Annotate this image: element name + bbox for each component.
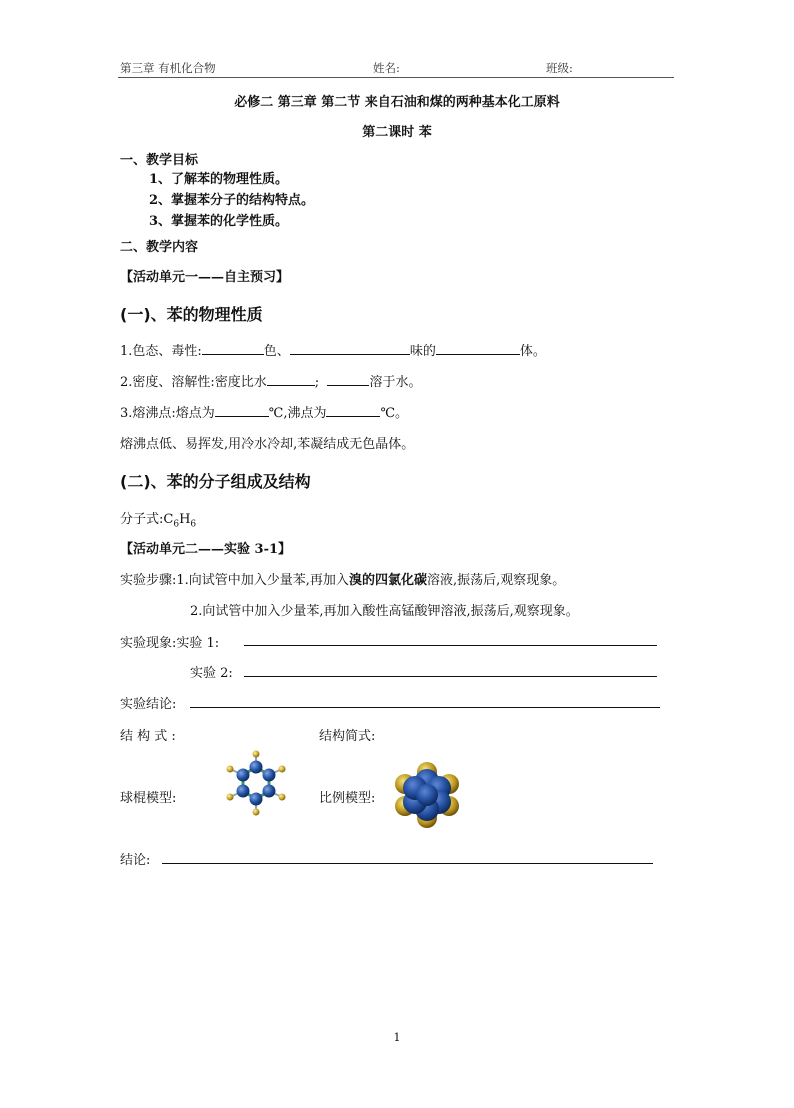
step-text: 溶液,振荡后,观察现象。 (426, 573, 566, 588)
physical-note: 熔沸点低、易挥发,用冷水冷却,苯凝结成无色晶体。 (120, 437, 415, 452)
activity-unit-1: 【活动单元一——自主预习】 (120, 270, 290, 285)
line-text: 3.熔沸点:熔点为 (120, 406, 215, 421)
header-name-label: 姓名: (373, 61, 400, 75)
physical-line-1 (120, 340, 546, 359)
answer-line[interactable] (162, 863, 653, 864)
answer-line[interactable] (244, 645, 657, 646)
line-text: 2.密度、溶解性:密度比水 (120, 375, 267, 390)
header-class-label: 班级: (546, 61, 573, 75)
goal-item: 2、掌握苯分子的结构特点。 (149, 193, 315, 208)
part2-heading: (二)、苯的分子组成及结构 (120, 472, 311, 491)
formula-text: 分子式:C (120, 512, 174, 527)
space-filling-model-image (395, 762, 459, 828)
section-goals-heading: 一、教学目标 (120, 153, 199, 168)
space-fill-label: 比例模型: (319, 791, 376, 806)
line-text: ℃。 (380, 406, 409, 421)
structural-formula-label: 结 构 式 : (120, 729, 176, 744)
header-chapter: 第三章 有机化合物 (120, 61, 216, 75)
page-number: 1 (393, 1031, 401, 1044)
experiment-step-2: 2.向试管中加入少量苯,再加入酸性高锰酸钾溶液,振荡后,观察现象。 (190, 604, 579, 619)
part1-heading: (一)、苯的物理性质 (120, 305, 263, 324)
fill-blank[interactable] (290, 341, 410, 355)
experiment-step-1 (120, 569, 565, 588)
line-text: 溶于水。 (369, 375, 422, 390)
page-subtitle: 第二课时 苯 (362, 125, 432, 140)
fill-blank[interactable] (327, 372, 369, 386)
header-rule (118, 77, 674, 78)
physical-line-2 (120, 371, 421, 390)
reagent-highlight: 溴的四氯化碳 (348, 573, 427, 588)
physical-line-3 (120, 402, 408, 421)
page-title: 必修二 第三章 第二节 来自石油和煤的两种基本化工原料 (234, 95, 560, 110)
line-text: 1.色态、毒性: (120, 344, 202, 359)
activity-unit-2: 【活动单元二——实验 3-1】 (120, 542, 292, 557)
conclusion-label: 实验结论: (120, 697, 177, 712)
phenomena-1-label: 实验现象:实验 1: (120, 636, 220, 651)
line-text: ℃,沸点为 (268, 406, 327, 421)
formula-text: H (179, 512, 191, 527)
fill-blank[interactable] (267, 372, 315, 386)
final-conclusion-label: 结论: (120, 853, 151, 868)
line-text: ; (314, 375, 320, 390)
ball-stick-model-image (218, 748, 294, 818)
step-text: 1.向试管中加入少量苯,再加入 (176, 573, 349, 588)
fill-blank[interactable] (215, 403, 269, 417)
line-text: 体。 (519, 344, 546, 359)
formula-sub: 6 (190, 519, 197, 530)
phenomena-2-label: 实验 2: (190, 666, 233, 681)
goal-item: 3、掌握苯的化学性质。 (149, 214, 289, 229)
answer-line[interactable] (190, 707, 660, 708)
goal-item: 1、了解苯的物理性质。 (149, 172, 289, 187)
fill-blank[interactable] (202, 341, 264, 355)
condensed-formula-label: 结构简式: (319, 729, 376, 744)
ball-stick-label: 球棍模型: (120, 791, 177, 806)
line-text: 味的 (409, 344, 436, 359)
section-content-heading: 二、教学内容 (120, 240, 199, 255)
line-text: 色、 (263, 344, 290, 359)
fill-blank[interactable] (436, 341, 520, 355)
formula-sub: 6 (173, 519, 180, 530)
molecular-formula (120, 508, 196, 530)
answer-line[interactable] (244, 676, 657, 677)
fill-blank[interactable] (326, 403, 380, 417)
steps-label: 实验步骤: (120, 573, 177, 588)
